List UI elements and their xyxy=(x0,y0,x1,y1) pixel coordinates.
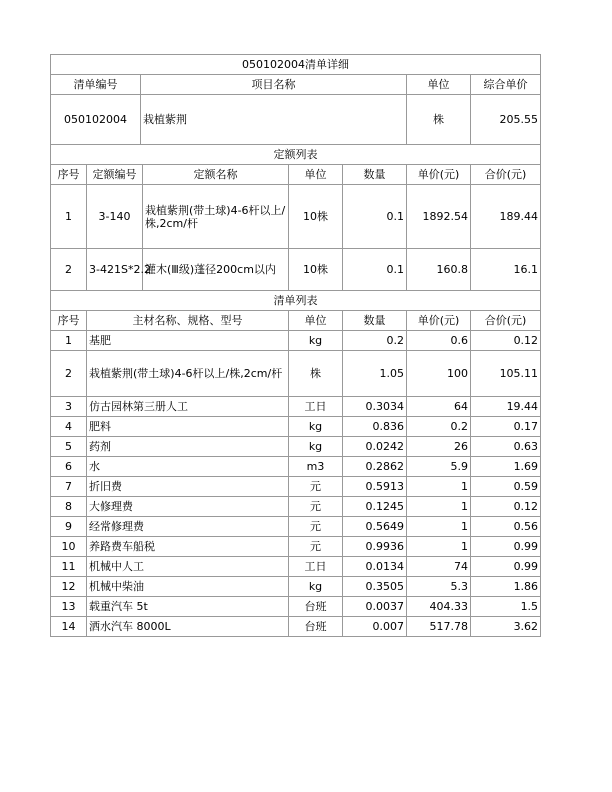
material-cell-index: 9 xyxy=(51,517,87,537)
material-section-title: 清单列表 xyxy=(51,291,541,311)
material-cell-unit-price: 1 xyxy=(407,517,471,537)
material-cell-index: 8 xyxy=(51,497,87,517)
material-cell-total: 0.63 xyxy=(471,437,541,457)
quota-cell-total: 189.44 xyxy=(471,185,541,249)
quota-cell-qty: 0.1 xyxy=(343,185,407,249)
quota-cell-unit: 10株 xyxy=(289,249,343,291)
material-cell-unit: 工日 xyxy=(289,557,343,577)
table-row xyxy=(51,537,541,557)
material-cell-unit-price: 404.33 xyxy=(407,597,471,617)
header-code: 清单编号 xyxy=(51,75,141,95)
material-cell-unit-price: 64 xyxy=(407,397,471,417)
material-cell-index: 10 xyxy=(51,537,87,557)
material-cell-qty: 0.0242 xyxy=(343,437,407,457)
material-cell-name: 载重汽车 5t xyxy=(87,597,289,617)
material-cell-qty: 0.2862 xyxy=(343,457,407,477)
item-unit: 株 xyxy=(407,95,471,145)
material-table xyxy=(50,290,541,637)
material-cell-name: 洒水汽车 8000L xyxy=(87,617,289,637)
material-cell-name: 栽植紫荆(带土球)4-6杆以上/株,2cm/杆 xyxy=(87,351,289,397)
material-cell-unit-price: 5.9 xyxy=(407,457,471,477)
material-header-index: 序号 xyxy=(51,311,87,331)
material-cell-name: 机械中柴油 xyxy=(87,577,289,597)
quota-section-title: 定额列表 xyxy=(51,145,541,165)
material-cell-unit: 元 xyxy=(289,477,343,497)
material-cell-index: 11 xyxy=(51,557,87,577)
material-cell-unit-price: 5.3 xyxy=(407,577,471,597)
material-cell-unit: kg xyxy=(289,437,343,457)
material-cell-index: 5 xyxy=(51,437,87,457)
table-row xyxy=(51,397,541,417)
material-cell-total: 1.5 xyxy=(471,597,541,617)
material-cell-index: 12 xyxy=(51,577,87,597)
material-cell-qty: 0.5649 xyxy=(343,517,407,537)
table-row xyxy=(51,617,541,637)
material-cell-unit: 株 xyxy=(289,351,343,397)
header-price: 综合单价 xyxy=(471,75,541,95)
quota-cell-unit-price: 1892.54 xyxy=(407,185,471,249)
item-code: 050102004 xyxy=(51,95,141,145)
material-cell-total: 0.17 xyxy=(471,417,541,437)
quota-cell-name: 栽植紫荆(带土球)4-6杆以上/株,2cm/杆 xyxy=(143,185,289,249)
material-cell-index: 4 xyxy=(51,417,87,437)
material-cell-name: 仿古园林第三册人工 xyxy=(87,397,289,417)
page-title: 050102004清单详细 xyxy=(51,55,541,75)
material-cell-total: 3.62 xyxy=(471,617,541,637)
table-row xyxy=(51,517,541,537)
header-name: 项目名称 xyxy=(141,75,407,95)
material-cell-unit: 台班 xyxy=(289,597,343,617)
material-header-total: 合价(元) xyxy=(471,311,541,331)
material-cell-unit-price: 0.2 xyxy=(407,417,471,437)
material-cell-qty: 0.836 xyxy=(343,417,407,437)
material-cell-total: 0.12 xyxy=(471,497,541,517)
material-cell-total: 0.59 xyxy=(471,477,541,497)
item-table xyxy=(50,54,541,145)
material-cell-name: 经常修理费 xyxy=(87,517,289,537)
quota-cell-index: 2 xyxy=(51,249,87,291)
material-cell-index: 1 xyxy=(51,331,87,351)
quota-header-name: 定额名称 xyxy=(143,165,289,185)
material-header-qty: 数量 xyxy=(343,311,407,331)
table-row xyxy=(51,331,541,351)
material-cell-unit: 元 xyxy=(289,537,343,557)
material-cell-qty: 0.0134 xyxy=(343,557,407,577)
item-name: 栽植紫荆 xyxy=(141,95,407,145)
material-cell-total: 105.11 xyxy=(471,351,541,397)
table-row xyxy=(51,437,541,457)
material-cell-index: 14 xyxy=(51,617,87,637)
material-cell-total: 1.69 xyxy=(471,457,541,477)
material-cell-total: 0.99 xyxy=(471,557,541,577)
material-cell-total: 1.86 xyxy=(471,577,541,597)
material-cell-qty: 0.2 xyxy=(343,331,407,351)
table-row xyxy=(51,185,541,249)
material-cell-unit: 元 xyxy=(289,517,343,537)
material-cell-unit-price: 517.78 xyxy=(407,617,471,637)
material-cell-index: 2 xyxy=(51,351,87,397)
material-cell-unit-price: 74 xyxy=(407,557,471,577)
quota-cell-qty: 0.1 xyxy=(343,249,407,291)
material-header-unit: 单位 xyxy=(289,311,343,331)
material-cell-unit: 元 xyxy=(289,497,343,517)
material-cell-unit-price: 100 xyxy=(407,351,471,397)
material-cell-unit: 工日 xyxy=(289,397,343,417)
material-cell-total: 19.44 xyxy=(471,397,541,417)
quota-cell-code: 3-140 xyxy=(87,185,143,249)
quota-header-code: 定额编号 xyxy=(87,165,143,185)
material-cell-index: 13 xyxy=(51,597,87,617)
material-cell-name: 养路费车船税 xyxy=(87,537,289,557)
material-cell-unit: kg xyxy=(289,331,343,351)
table-row xyxy=(51,351,541,397)
table-row xyxy=(51,417,541,437)
material-cell-unit-price: 1 xyxy=(407,477,471,497)
material-cell-qty: 0.9936 xyxy=(343,537,407,557)
material-cell-qty: 0.1245 xyxy=(343,497,407,517)
material-cell-unit-price: 1 xyxy=(407,537,471,557)
table-row xyxy=(51,577,541,597)
quota-table xyxy=(50,144,541,291)
material-cell-name: 肥料 xyxy=(87,417,289,437)
material-cell-total: 0.12 xyxy=(471,331,541,351)
item-price: 205.55 xyxy=(471,95,541,145)
quota-cell-code: 3-421S*2.2 xyxy=(87,249,143,291)
quota-cell-total: 16.1 xyxy=(471,249,541,291)
material-cell-index: 6 xyxy=(51,457,87,477)
material-cell-index: 3 xyxy=(51,397,87,417)
table-row xyxy=(51,457,541,477)
quota-cell-unit: 10株 xyxy=(289,185,343,249)
quota-cell-index: 1 xyxy=(51,185,87,249)
material-cell-unit: 台班 xyxy=(289,617,343,637)
material-cell-qty: 0.5913 xyxy=(343,477,407,497)
material-cell-unit: kg xyxy=(289,577,343,597)
quota-header-qty: 数量 xyxy=(343,165,407,185)
material-cell-qty: 0.007 xyxy=(343,617,407,637)
quota-header-total: 合价(元) xyxy=(471,165,541,185)
table-row xyxy=(51,597,541,617)
material-cell-name: 药剂 xyxy=(87,437,289,457)
material-cell-qty: 1.05 xyxy=(343,351,407,397)
header-unit: 单位 xyxy=(407,75,471,95)
material-cell-total: 0.56 xyxy=(471,517,541,537)
quota-header-index: 序号 xyxy=(51,165,87,185)
material-cell-unit: m3 xyxy=(289,457,343,477)
material-cell-unit-price: 26 xyxy=(407,437,471,457)
material-cell-index: 7 xyxy=(51,477,87,497)
material-cell-name: 折旧费 xyxy=(87,477,289,497)
material-cell-unit: kg xyxy=(289,417,343,437)
quota-header-unit-price: 单价(元) xyxy=(407,165,471,185)
material-cell-unit-price: 1 xyxy=(407,497,471,517)
material-cell-qty: 0.3034 xyxy=(343,397,407,417)
material-cell-name: 机械中人工 xyxy=(87,557,289,577)
material-cell-name: 大修理费 xyxy=(87,497,289,517)
material-cell-qty: 0.3505 xyxy=(343,577,407,597)
material-cell-unit-price: 0.6 xyxy=(407,331,471,351)
material-cell-total: 0.99 xyxy=(471,537,541,557)
material-header-name: 主材名称、规格、型号 xyxy=(87,311,289,331)
quota-header-unit: 单位 xyxy=(289,165,343,185)
material-cell-name: 水 xyxy=(87,457,289,477)
quota-cell-name: 灌木(Ⅲ级)蓬径200cm以内 xyxy=(143,249,289,291)
table-row xyxy=(51,557,541,577)
table-row xyxy=(51,497,541,517)
quota-cell-unit-price: 160.8 xyxy=(407,249,471,291)
material-cell-qty: 0.0037 xyxy=(343,597,407,617)
material-cell-name: 基肥 xyxy=(87,331,289,351)
material-header-unit-price: 单价(元) xyxy=(407,311,471,331)
table-row xyxy=(51,477,541,497)
table-row xyxy=(51,249,541,291)
